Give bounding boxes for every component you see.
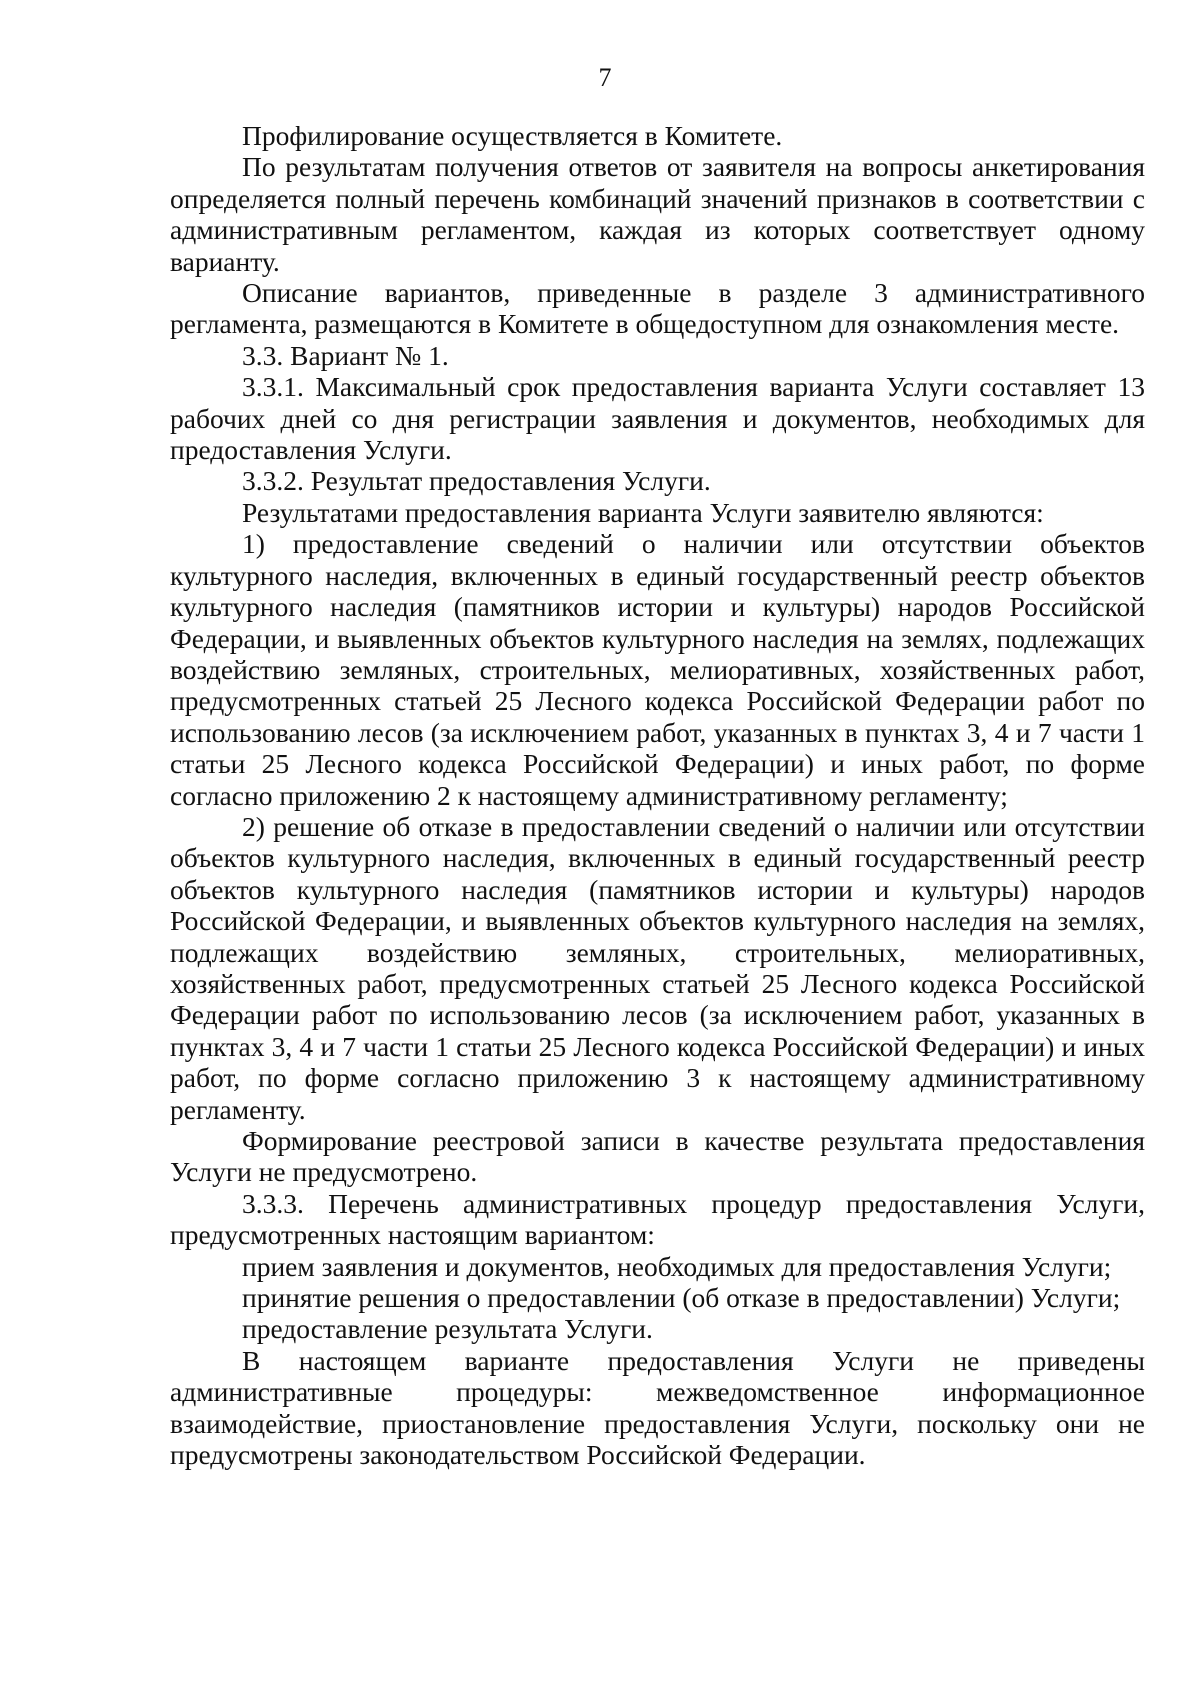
paragraph-not-provided: В настоящем варианте предоставления Услуги не приведены административные процедуры: межведомственное информационное взаимодействие, приостановление предоставления Услуги, поскольку они не предусмотрены законодательством Российской Федерации. bbox=[170, 1344, 1145, 1471]
paragraph-registry-record: Формирование реестровой записи в качестве результата предоставления Услуги не предусмотрено. bbox=[170, 1125, 1145, 1188]
paragraph-variants-description: Описание вариантов, приведенные в разделе 3 административного регламента, размещаются в Комитете в общедоступном для ознакомления месте. bbox=[170, 277, 1145, 340]
procedure-item-1: прием заявления и документов, необходимых для предоставления Услуги; bbox=[242, 1250, 1112, 1282]
procedure-item-3: предоставление результата Услуги. bbox=[242, 1313, 653, 1345]
paragraph-profiling: Профилирование осуществляется в Комитете. bbox=[242, 120, 783, 151]
paragraph-3-3-3: 3.3.3. Перечень административных процедур предоставления Услуги, предусмотренных настоящим вариантом: bbox=[170, 1187, 1145, 1251]
paragraph-questionnaire: По результатам получения ответов от заявителя на вопросы анкетирования определяется полный перечень комбинаций значений признаков в соответствии с административным регламентом, каждая из которых соответствует одному варианту. bbox=[170, 151, 1145, 277]
list-item-result-2: 2) решение об отказе в предоставлении сведений о наличии или отсутствии объектов культурного наследия, включенных в единый государственный реестр объектов культурного наследия (памятников истории и культуры) народов Российской Федерации, и выявленных объектов культурного наследия на землях, подлежащих воздействию земляных, строительных, мелиоративных, хозяйственных работ, предусмотренных статьей 25 Лесного кодекса Российской Федерации работ по использованию лесов (за исключением работ, указанных в пунктах 3, 4 и 7 части 1 статьи 25 Лесного кодекса Российской Федерации) и иных работ, по форме согласно приложению 3 к настоящему административному регламенту. bbox=[170, 810, 1145, 1125]
list-item-result-1: 1) предоставление сведений о наличии или отсутствии объектов культурного наследия, включенных в единый государственный реестр объектов культурного наследия (памятников истории и культуры) народов Российской Федерации, и выявленных объектов культурного наследия на землях, подлежащих воздействию земляных, строительных, мелиоративных, хозяйственных работ, предусмотренных статьей 25 Лесного кодекса Российской Федерации работ по использованию лесов (за исключением работ, указанных в пунктах 3, 4 и 7 части 1 статьи 25 Лесного кодекса Российской Федерации) и иных работ, по форме согласно приложению 2 к настоящему административному регламенту; bbox=[170, 528, 1145, 811]
section-heading-3-3: 3.3. Вариант № 1. bbox=[242, 339, 449, 371]
section-heading-3-3-2: 3.3.2. Результат предоставления Услуги. bbox=[242, 465, 711, 497]
paragraph-results-intro: Результатами предоставления варианта Услуги заявителю являются: bbox=[242, 496, 1044, 528]
page-number: 7 bbox=[598, 63, 612, 92]
paragraph-3-3-1: 3.3.1. Максимальный срок предоставления варианта Услуги составляет 13 рабочих дней со дня регистрации заявления и документов, необходимых для предоставления Услуги. bbox=[170, 371, 1145, 466]
document-body bbox=[170, 120, 1145, 1470]
procedure-item-2: принятие решения о предоставлении (об отказе в предоставлении) Услуги; bbox=[242, 1282, 1121, 1314]
